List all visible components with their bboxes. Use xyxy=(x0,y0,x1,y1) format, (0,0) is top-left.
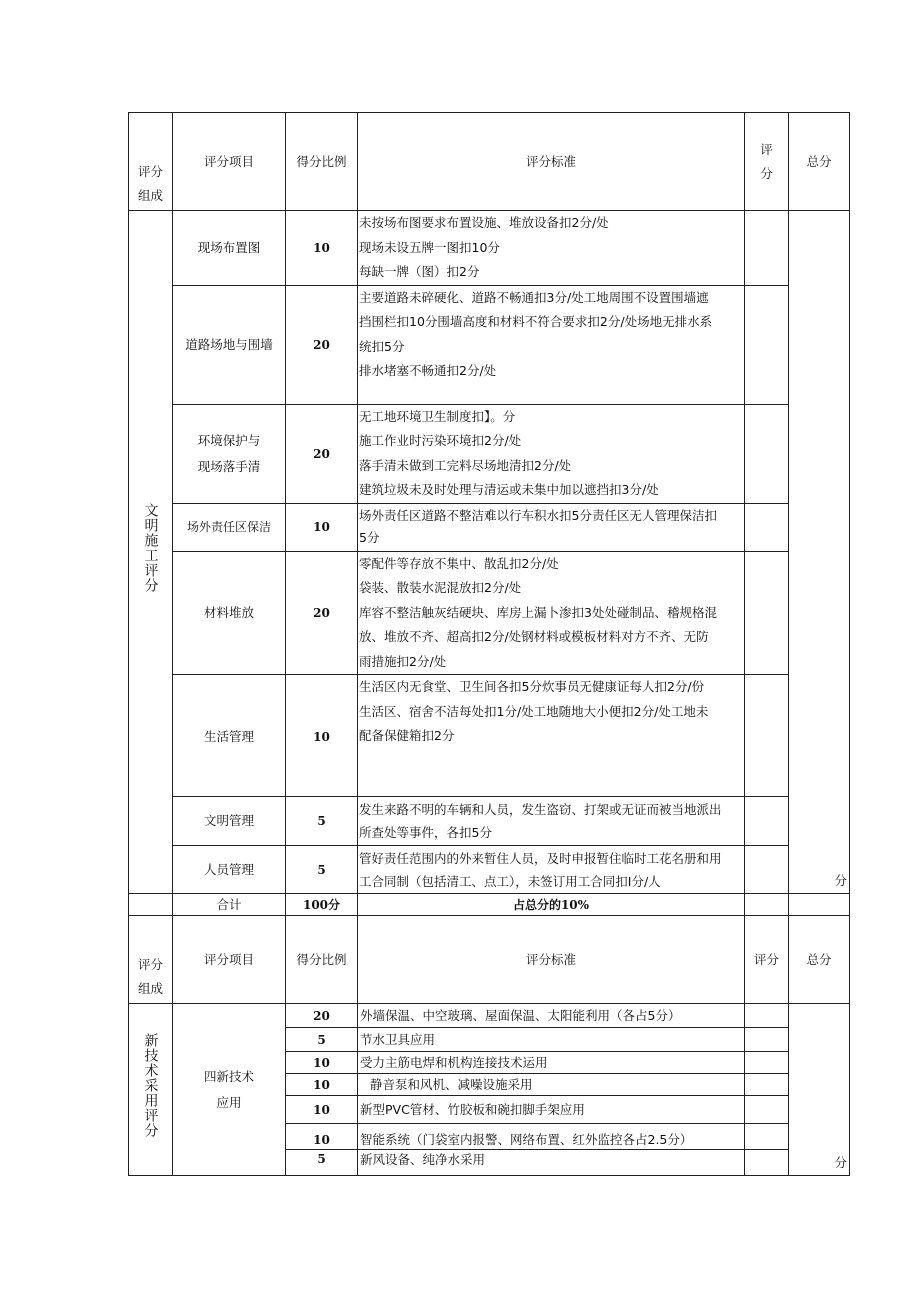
criteria-line: 生活区内无食堂、卫生间各扣5分炊事员无健康证每人扣2分/份 xyxy=(359,679,705,694)
score-cell[interactable] xyxy=(745,675,789,797)
criteria-cell: 新型PVC管材、竹胶板和碗扣脚手架应用 xyxy=(358,1096,745,1124)
score-cell[interactable] xyxy=(745,285,789,404)
score-cell[interactable] xyxy=(745,1074,789,1096)
blank-cell xyxy=(745,894,789,916)
total-ratio: 100分 xyxy=(286,894,358,916)
item-cell: 现场布置图 xyxy=(173,211,286,286)
header-criteria: 评分标准 xyxy=(358,113,745,211)
group-label: 文明施工评分 xyxy=(142,503,159,593)
table-row xyxy=(129,1004,850,1028)
criteria-cell xyxy=(358,503,745,551)
score-cell[interactable] xyxy=(745,503,789,551)
criteria-line: 放、堆放不齐、超高扣2分/处钢材料或模板材料对方不齐、无防 xyxy=(359,629,709,644)
header-ratio: 得分比例 xyxy=(286,916,358,1004)
criteria-line: 配备保健箱扣2分 xyxy=(359,728,455,743)
ratio-cell: 20 xyxy=(286,285,358,404)
header-group-text: 评分组成 xyxy=(137,164,163,203)
criteria-cell xyxy=(358,675,745,797)
total-unit: 分 xyxy=(834,873,847,888)
ratio-cell: 5 xyxy=(286,1150,358,1176)
item-cell: 文明管理 xyxy=(173,797,286,846)
header-total: 总分 xyxy=(789,113,850,211)
header-group xyxy=(129,113,173,211)
ratio-cell: 10 xyxy=(286,1052,358,1074)
table-row xyxy=(129,551,850,675)
score-cell[interactable] xyxy=(745,404,789,503)
header-score xyxy=(745,113,789,211)
criteria-cell xyxy=(358,211,745,286)
score-cell[interactable] xyxy=(745,551,789,675)
total-cell[interactable] xyxy=(789,211,850,894)
criteria-line: 施工作业时污染环境扣2分/处 xyxy=(359,433,522,448)
item-cell: 道路场地与围墙 xyxy=(173,285,286,404)
score-table-new-technology xyxy=(128,915,850,1176)
ratio-cell: 5 xyxy=(286,797,358,846)
item-cell xyxy=(173,404,286,503)
criteria-line: 工合同制（包括清工、点工），未签订用工合同扣I分/人 xyxy=(359,873,661,889)
table-row xyxy=(129,211,850,286)
criteria-cell: 受力主筋电焊和机构连接技术运用 xyxy=(358,1052,745,1074)
criteria-line: 排水堵塞不畅通扣2分/处 xyxy=(359,363,497,378)
criteria-line: 无工地环境卫生制度扣】。分 xyxy=(359,408,516,424)
criteria-cell: 智能系统（门袋室内报警、网络布置、红外监控各占2.5分） xyxy=(358,1124,745,1150)
total-note: 占总分的10% xyxy=(358,894,745,916)
score-cell[interactable] xyxy=(745,1096,789,1124)
criteria-line: 挡围栏扣10分围墙高度和材料不符合要求扣2分/处场地无排水系 xyxy=(359,314,713,329)
header-ratio: 得分比例 xyxy=(286,113,358,211)
header-score: 评分 xyxy=(745,916,789,1004)
score-cell[interactable] xyxy=(745,1150,789,1176)
header-group-text: 评分组成 xyxy=(137,957,163,996)
criteria-cell: 节水卫具应用 xyxy=(358,1028,745,1052)
criteria-cell: 外墙保温、中空玻璃、屋面保温、太阳能利用（各占5分） xyxy=(358,1004,745,1028)
criteria-line: 雨措施扣2分/处 xyxy=(359,653,447,669)
criteria-line: 现场未设五牌一图扣10分 xyxy=(359,239,500,255)
table-row xyxy=(129,285,850,404)
item-cell xyxy=(173,1004,286,1176)
score-cell[interactable] xyxy=(745,1028,789,1052)
total-label: 合计 xyxy=(173,894,286,916)
item-line: 四新技术 xyxy=(203,1068,254,1084)
item-cell: 材料堆放 xyxy=(173,551,286,675)
table-row xyxy=(129,846,850,894)
item-line: 应用 xyxy=(216,1094,242,1110)
total-unit: 分 xyxy=(834,1155,847,1170)
score-table-civilized-construction xyxy=(128,112,850,916)
score-cell[interactable] xyxy=(745,1124,789,1150)
header-group xyxy=(129,916,173,1004)
ratio-cell: 10 xyxy=(286,1074,358,1096)
ratio-cell: 10 xyxy=(286,211,358,286)
table-row xyxy=(129,797,850,846)
group-label: 新技术采用评分 xyxy=(142,1033,159,1138)
criteria-line: 所查处等事件，各扣5分 xyxy=(359,825,492,840)
ratio-cell: 20 xyxy=(286,404,358,503)
criteria-line: 每缺一牌（图）扣2分 xyxy=(359,264,480,279)
criteria-cell: 新风设备、纯净水采用 xyxy=(358,1150,745,1176)
criteria-cell xyxy=(358,551,745,675)
table-row xyxy=(129,675,850,797)
criteria-line: 建筑垃圾未及时处理与清运或未集中加以遮挡扣3分/处 xyxy=(359,482,659,497)
item-line: 环境保护与 xyxy=(197,432,261,448)
group-cell xyxy=(129,211,173,894)
group-cell xyxy=(129,1004,173,1176)
score-cell[interactable] xyxy=(745,797,789,846)
ratio-cell: 10 xyxy=(286,1124,358,1150)
item-cell: 生活管理 xyxy=(173,675,286,797)
criteria-line: 库容不整洁触灰结硬块、库房上漏卜渗扣3处处碰制品、稽规格混 xyxy=(359,604,717,620)
item-cell: 人员管理 xyxy=(173,846,286,894)
ratio-cell: 10 xyxy=(286,1096,358,1124)
criteria-cell xyxy=(358,797,745,846)
ratio-cell: 20 xyxy=(286,551,358,675)
header-criteria: 评分标准 xyxy=(358,916,745,1004)
criteria-line: 发生来路不明的车辆和人员，发生盗窃、打架或无证而被当地派出 xyxy=(359,802,722,817)
ratio-cell: 5 xyxy=(286,846,358,894)
ratio-cell: 5 xyxy=(286,1028,358,1052)
blank-cell xyxy=(789,894,850,916)
criteria-line: 落手清未做到工完料尽场地清扣2分/处 xyxy=(359,457,572,473)
criteria-cell: 静音泵和风机、减噪设施采用 xyxy=(358,1074,745,1096)
criteria-cell xyxy=(358,285,745,404)
table-row xyxy=(129,503,850,551)
criteria-line: 5分 xyxy=(359,530,380,545)
criteria-line: 主要道路未碎硬化、道路不畅通扣3分/处工地周围不设置围墙遮 xyxy=(359,289,709,305)
criteria-line: 零配件等存放不集中、散乱扣2分/处 xyxy=(359,555,559,571)
ratio-cell: 10 xyxy=(286,503,358,551)
header-total: 总分 xyxy=(789,916,850,1004)
criteria-line: 袋装、散装水泥混放扣2分/处 xyxy=(359,580,522,595)
total-row xyxy=(129,894,850,916)
score-cell[interactable] xyxy=(745,211,789,286)
score-cell[interactable] xyxy=(745,846,789,894)
ratio-cell: 20 xyxy=(286,1004,358,1028)
criteria-line: 场外责任区道路不整洁难以行车积水扣5分责任区无人管理保洁扣 xyxy=(359,508,717,523)
item-cell: 场外责任区保洁 xyxy=(173,503,286,551)
header-item: 评分项目 xyxy=(173,916,286,1004)
criteria-line: 管好责任范围内的外来暂住人员，及时申报暂住临时工花名册和用 xyxy=(359,850,722,866)
blank-cell xyxy=(129,894,173,916)
criteria-line: 生活区、宿舍不洁每处扣1分/处工地随地大小便扣2分/处工地未 xyxy=(359,703,709,719)
table-row xyxy=(129,404,850,503)
criteria-cell xyxy=(358,404,745,503)
score-cell[interactable] xyxy=(745,1052,789,1074)
score-cell[interactable] xyxy=(745,1004,789,1028)
criteria-line: 统扣5分 xyxy=(359,338,405,354)
header-score-text: 评分 xyxy=(760,141,773,181)
total-cell[interactable] xyxy=(789,1004,850,1176)
criteria-cell xyxy=(358,846,745,894)
item-line: 现场落手清 xyxy=(197,458,261,474)
header-item: 评分项目 xyxy=(173,113,286,211)
criteria-line: 未按场布图要求布置设施、堆放设备扣2分/处 xyxy=(359,215,609,230)
ratio-cell: 10 xyxy=(286,675,358,797)
